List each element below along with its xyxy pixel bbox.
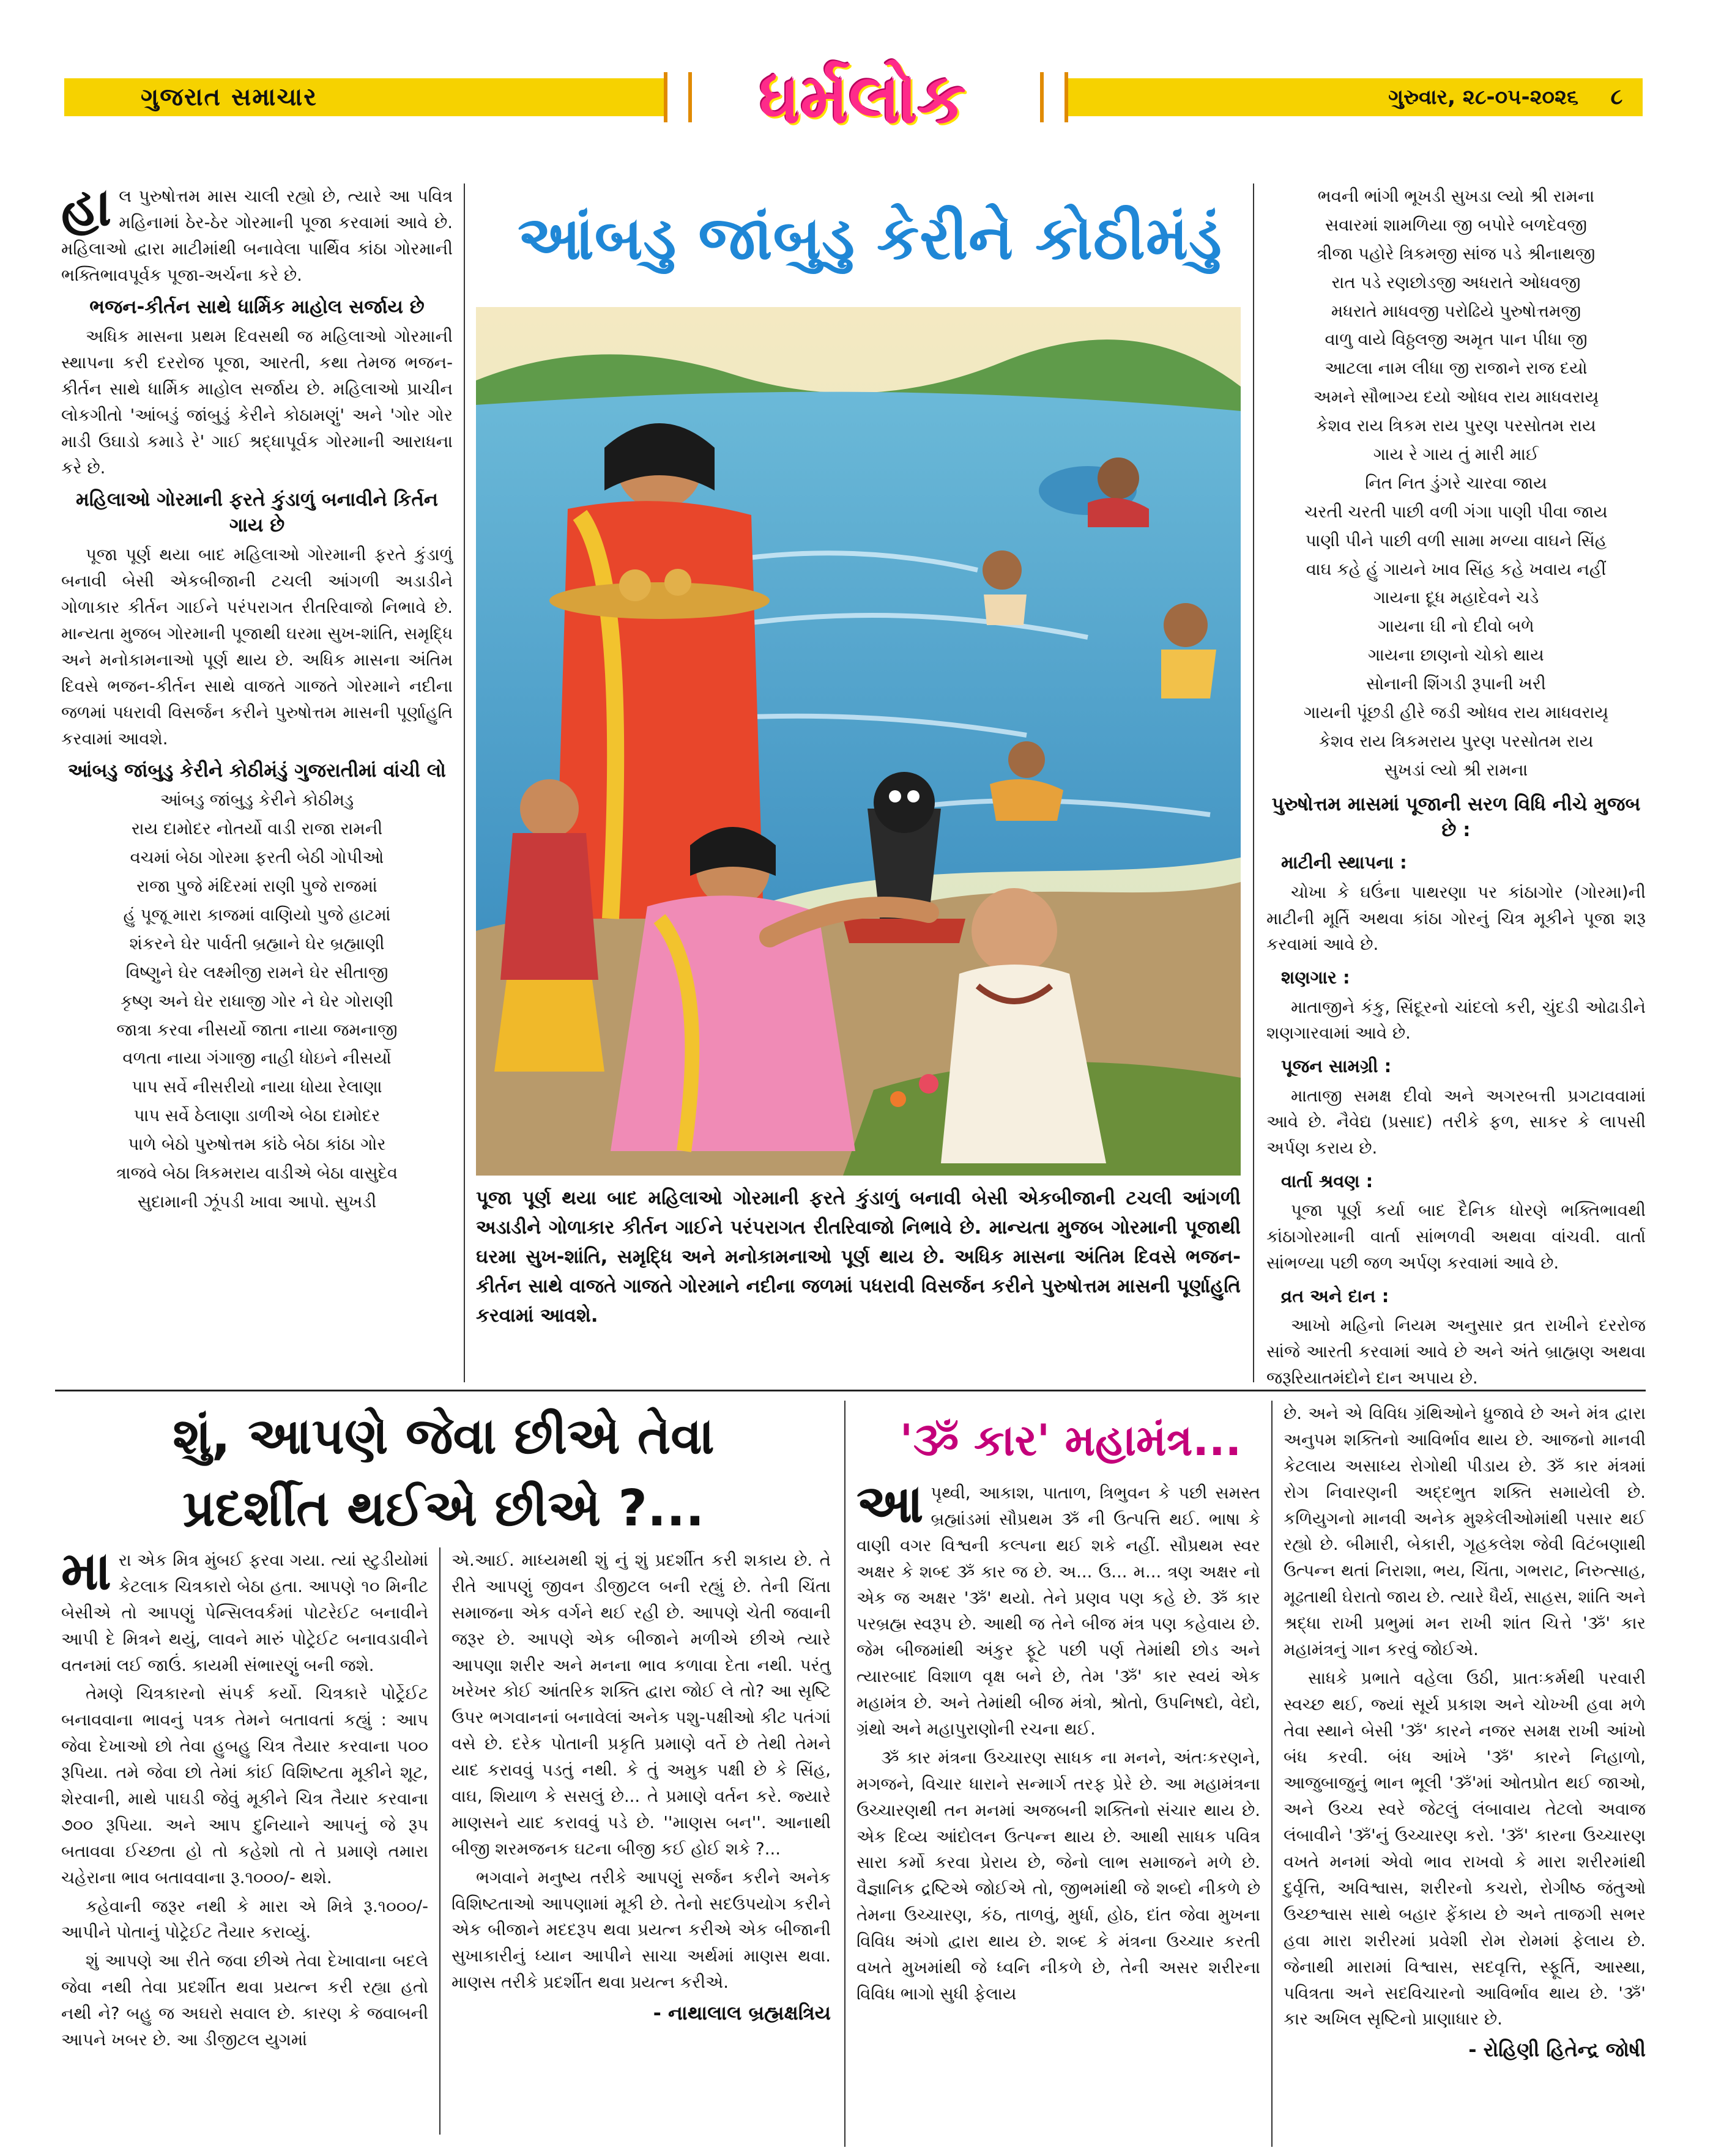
article2-para-6: ભગવાને મનુષ્ય તરીકે આપણું સર્જન કરીને અનેક વિશિષ્ટતાઓ આપણામાં મૂકી છે. તેનો સદઉપયોગ કરીને એક બીજાને મદદરૂપ થવા પ્રયત્ન કરીએ એક બીજાની સુખાકારીનું ધ્યાન આપીને સાચા અર્થમાં માણસ થવા. માણસ તરીકે પ્રદર્શીત થવા પ્રયત્ન કરીએ. — [451, 1867, 831, 1993]
article3-column-1 — [856, 1473, 1260, 2147]
verse-line: સોનાની શિંગડી રૂપાની ખરી — [1366, 674, 1546, 694]
verses-left — [61, 787, 453, 1215]
illustration-caption: પૂજા પૂર્ણ થયા બાદ મહિલાઓ ગોરમાની ફરતે કુંડાળું બનાવી બેસી એકબીજાની ટચલી આંગળી અડાડીને ગોળાકાર કીર્તન ગાઈને પરંપરાગત રીતરિવાજો નિભાવે છે. માન્યતા મુજબ ગોરમાની પૂજાથી ઘરમા સુખ-શાંતિ, સમૃદ્ધિ અને મનોકામનાઓ પૂર્ણ થાય છે. અધિક માસના અંતિમ દિવસે ભજન-કીર્તન સાથે વાજતે ગાજતે ગોરમાને નદીના જળમાં પધરાવી વિસર્જન કરીને પુરુષોત્તમ માસની પૂર્ણાહુતિ કરવામાં આવશે. — [476, 1187, 1241, 1327]
article3-para-1 — [856, 1473, 1260, 1743]
article2-column-1 — [61, 1541, 428, 2147]
verse-line: જાત્રા કરવા નીસર્યો જાતા નાયા જમનાજી — [116, 1020, 398, 1040]
column-rule — [464, 183, 465, 1382]
article3-headline: 'ૐ કાર' મહામંત્ર... — [899, 1415, 1242, 1465]
verse-line: ભવની ભાંગી ભૂખડી સુખડા લ્યો શ્રી રામના — [1317, 187, 1595, 206]
article2-headline-line1: શું, આપણે જેવા છીએ તેવા — [173, 1407, 715, 1465]
verse-line: પાપ સર્વે નીસરીયો નાયા ધોયા રેલાણા — [132, 1077, 382, 1097]
article1-subhead-1: ભજન-કીર્તન સાથે ધાર્મિક માહોલ સર્જાય છે — [89, 295, 425, 318]
verse-line: પાણી પીને પાછી વળી સામા મળ્યા વાઘને સિંહ — [1305, 530, 1607, 550]
verse-line: નિત નિત ડુંગરે ચારવા જાય — [1365, 473, 1547, 493]
masthead-ornament-right — [1040, 72, 1068, 122]
page-number: ૮ — [1610, 84, 1623, 109]
article1-lead-text: લ પુરુષોત્તમ માસ ચાલી રહ્યો છે, ત્યારે આ પવિત્ર મહિનામાં ઠેર-ઠેર ગોરમાની પૂજા કરવામાં આવે છે. મહિલાઓ દ્વારા માટીમાંથી બનાવેલા પાર્થિવ કાંઠા ગોરમાની ભક્તિભાવપૂર્વક પૂજા-અર્ચના કરે છે. — [61, 187, 453, 285]
step-text: આખો મહિનો નિયમ અનુસાર વ્રત રાખીને દરરોજ સાંજે આરતી કરવામાં આવે છે અને અંતે બ્રાહ્મણ અથવા જરૂરિયાતમંદોને દાન અપાય છે. — [1266, 1316, 1646, 1388]
verse-line: વચમાં બેઠા ગોરમા ફરતી બેઠી ગોપીઓ — [130, 848, 384, 868]
article3-column-2 — [1284, 1401, 1646, 2147]
column-rule — [439, 1547, 440, 2135]
verse-line: રાય દામોદર નોતર્યો વાડી રાજા રામની — [131, 819, 383, 839]
masthead-ornament-left — [664, 72, 692, 122]
puja-steps — [1266, 849, 1646, 1391]
section-logo: ધર્મલોક — [759, 59, 967, 139]
article1-para-1: અધિક માસના પ્રથમ દિવસથી જ મહિલાઓ ગોરમાની સ્થાપના કરી દરરોજ પૂજા, આરતી, કથા તેમજ ભજન-કીર્તન સાથે ધાર્મિક માહોલ સર્જાય છે. મહિલાઓ પ્રાચીન લોકગીતો 'આંબડું જાંબુડું કેરીને કોઠામણું' અને 'ગોર ગોર માડી ઉઘાડો કમાડે રે' ગાઈ શ્રદ્ધાપૂર્વક ગોરમાની આરાધના કરે છે. — [61, 327, 453, 478]
verse-line: મધરાતે માધવજી પરોઢિયે પુરુષોત્તમજી — [1331, 301, 1581, 321]
verse-line: સુદામાની ઝૂંપડી ખાવા આપો. સુખડી — [137, 1191, 377, 1212]
verse-line: અમને સૌભાગ્ય દયો ઓધવ રાય માધવરાયૃ — [1313, 387, 1599, 407]
dateline: ગુરુવાર, ૨૮-૦૫-૨૦૨૬ — [1388, 85, 1578, 109]
article1-para-2: પૂજા પૂર્ણ થયા બાદ મહિલાઓ ગોરમાની ફરતે કુંડાળું બનાવી બેસી એકબીજાની ટચલી આંગળી અડાડીને ગોળાકાર કીર્તન ગાઈને પરંપરાગત રીતરિવાજો નિભાવે છે. માન્યતા મુજબ ગોરમાની પૂજાથી ઘરમા સુખ-શાંતિ, સમૃદ્ધિ અને મનોકામનાઓ પૂર્ણ થાય છે. અધિક માસના અંતિમ દિવસે ભજન-કીર્તન સાથે વાજતે ગાજતે ગોરમાને નદીના જળમાં પધરાવી વિસર્જન કરીને પુરુષોત્તમ માસની પૂર્ણાહુતિ કરવામાં આવશે. — [61, 545, 453, 749]
article2-para-5: એ.આઈ. માધ્યમથી શું નું શું પ્રદર્શીત કરી શકાય છે. તે રીતે આપણું જીવન ડીજીટલ બની રહ્યું છે. તેની ચિંતા સમાજના એક વર્ગને થઈ રહી છે. આપણે ચેતી જવાની જરૂર છે. આપણે એક બીજાને મળીએ છીએ ત્યારે આપણા શરીર અને મનના ભાવ કળાવા દેતા નથી. પરંતુ ખરેખર કોઈ આંતરિક શક્તિ દ્વારા જોઈ લે તો? આ સૃષ્ટિ ઉપર ભગવાનનાં બનાવેલાં અનેક પશુ-પક્ષીઓ કીટ પતંગાં વસે છે. દરેક પોતાની પ્રકૃતિ પ્રમાણે વર્તે છે તેથી તેમને યાદ કરાવવું પડતું નથી. કે તું અમુક પક્ષી છે કે સિંહ, વાઘ, શિયાળ કે સસલું છે... તે પ્રમાણે વર્તન કરે. જ્યારે માણસને યાદ કરાવવું પડે છે. ''માણસ બન''. આનાથી બીજી શરમજનક ઘટના બીજી કઈ હોઈ શકે ?... — [451, 1550, 831, 1859]
verse-line: કેશવ રાય ત્રિકમરાય પુરણ પરસોતમ રાય — [1318, 731, 1594, 751]
article1-left-column — [61, 177, 453, 1382]
verse-line: હું પૂજૂ મારા કાજમાં વાણિયો પુજે હાટમાં — [123, 905, 391, 925]
article2-para-2: તેમણે ચિત્રકારનો સંપર્ક કર્યો. ચિત્રકારે પોર્ટ્રેઈટ બનાવવાના ભાવનું પત્રક તેમને બતાવતાં કહ્યું : આપ જેવા દેખાઓ છો તેવા હુબહુ ચિત્ર તૈયાર કરવાના ૫૦૦ રૂપિયા. તમે જેવા છો તેમાં કાંઈ વિશિષ્ટતા મૂકીને શૂટ, શેરવાની, માથે પાઘડી જેવું મૂકીને ચિત્ર તૈયાર કરવાના ૭૦૦ રૂપિયા. અને આપ દુનિયાને આપનું જે રૂપ બતાવવા ઈચ્છતા હો તો કહેશો તો તે પ્રમાણે તમારા ચહેરાના ભાવ બતાવવાના રૂ.૧૦૦૦/- થશે. — [61, 1684, 428, 1887]
verse-line: ચરતી ચરતી પાછી વળી ગંગા પાણી પીવા જાય — [1304, 502, 1608, 522]
step-text: ચોખા કે ઘઉંના પાથરણા પર કાંઠાગોર (ગોરમા)ની માટીની મૂર્તિ અથવા કાંઠા ગોરનું ચિત્ર મૂકીને પૂજા શરૂ કરવામાં આવે છે. — [1266, 882, 1646, 955]
paper-name: ગુજરાત સમાચાર — [141, 83, 318, 111]
article2-para-3: કહેવાની જરૂર નથી કે મારા એ મિત્રે રૂ.૧૦૦૦/- આપીને પોતાનું પોટ્રેઈટ તૈયાર કરાવ્યું. — [61, 1896, 428, 1943]
verse-line: પાળે બેઠો પુરુષોત્તમ કાંઠે બેઠા કાંઠા ગોર — [128, 1135, 386, 1155]
article2-column-2 — [451, 1547, 831, 2147]
verse-line: વાઘ કહે હું ગાયને ખાવ સિંહ કહે ખવાય નહીં — [1306, 559, 1607, 579]
article2-headline — [55, 1401, 832, 1545]
step-title: માટીની સ્થાપના : — [1281, 852, 1407, 873]
article1-dropcap: હા — [61, 177, 112, 238]
article2-dropcap: મા — [61, 1541, 111, 1602]
article3-para-3: છે. અને એ વિવિધ ગ્રંથિઓને ધ્રુજાવે છે અને મંત્ર દ્વારા અનુપમ શક્તિનો આવિર્ભાવ થાય છે. આજનો માનવી કેટલાય અસાધ્ય રોગોથી પીડાય છે. ૐ કાર મંત્રમાં રોગ નિવારણની અદ્દભુત શક્તિ સમાયેલી છે. કળિયુગનો માનવી અનેક મુશ્કેલીઓમાંથી પસાર થઈ રહ્યો છે. બીમારી, બેકારી, ગૃહકલેશ જેવી વિટંબણાથી ઉત્પન્ન થતાં નિરાશા, ભય, ચિંતા, ગભરાટ, નિરુત્સાહ, મૂઢતાથી ઘેરાતો જાય છે. ત્યારે ધૈર્ય, સાહસ, શાંતિ અને શ્રદ્ધા રાખી પ્રભુમાં મન રાખી શાંત ચિત્તે 'ૐ' કાર મહામંત્રનું ગાન કરવું જોઈએ. — [1284, 1404, 1646, 1660]
step-title: વ્રત અને દાન : — [1281, 1286, 1389, 1307]
article1-lead — [61, 177, 453, 289]
verse-line: શંકરને ઘેર પાર્વતી બ્રહ્માને ઘેર બ્રહ્માણી — [129, 933, 385, 954]
verse-line: રાજા પુજે મંદિરમાં રાણી પુજે રાજમાં — [136, 876, 377, 897]
verse-line: સુખડાં લ્યો શ્રી રામના — [1384, 760, 1528, 780]
step-text: માતાજી સમક્ષ દીવો અને અગરબત્તી પ્રગટાવવામાં આવે છે. નૈવેદ્ય (પ્રસાદ) તરીકે ફળ, સાકર કે લાપસી અર્પણ કરાય છે. — [1266, 1086, 1646, 1158]
article3-dropcap: આ — [856, 1473, 924, 1535]
verse-line: ગાયના છાણનો ચોકો થાય — [1368, 645, 1544, 665]
article3-byline: - રોહિણી હિતેન્દ્ર જોષી — [1468, 2038, 1646, 2062]
article1-subhead-4: પુરુષોત્તમ માસમાં પૂજાની સરળ વિધિ નીચે મુજબ છે : — [1271, 793, 1641, 841]
verse-line: આંબડુ જાંબુડુ કેરીને કોઠીમડુ — [160, 790, 354, 810]
verse-line: વળતા નાયા ગંગાજી નાહી ધોઇને નીસર્યો — [122, 1048, 392, 1069]
verse-line: પાપ સર્વે ઠેલાણા ડાળીએ બેઠા દામોદર — [133, 1106, 381, 1126]
article1-subhead-2: મહિલાઓ ગોરમાની ફરતે કુંડાળું બનાવીને કિર્તન ગાય છે — [76, 488, 438, 536]
verse-line: વાળુ વાયે વિઠ્ઠલજી અમૃત પાન પીધા જી — [1325, 330, 1588, 350]
article2-para-1-text: રા એક મિત્ર મુંબઈ ફરવા ગયા. ત્યાં સ્ટુડીયોમાં કેટલાક ચિત્રકારો બેઠા હતા. આપણે ૧૦ મિનીટ બેસીએ તો આપણું પેન્સિલવર્કમાં પોટરેઈટ બનાવીને આપી દે મિત્રને થયું, લાવને મારું પોટ્રેઈટ બનાવડાવીને વતનમાં લઈ જાઉં. કાયમી સંભારણું બની જશે. — [61, 1550, 428, 1675]
verse-line: આટલા નામ લીધા જી રાજાને રાજ દયો — [1325, 358, 1588, 379]
article3-para-4: સાધકે પ્રભાતે વહેલા ઉઠી, પ્રાતઃકર્મથી પરવારી સ્વચ્છ થઈ, જ્યાં સૂર્ય પ્રકાશ અને ચોખ્ખી હવા મળે તેવા સ્થાને બેસી 'ૐ' કારને નજર સમક્ષ રાખી આંખો બંધ કરવી. બંધ આંખે 'ૐ' કારને નિહાળો, આજુબાજુનું ભાન ભૂલી 'ૐ'માં ઓતપ્રોત થઈ જાઓ, અને ઉચ્ચ સ્વરે જેટલું લંબાવાય તેટલો અવાજ લંબાવીને 'ૐ'નું ઉચ્ચારણ કરો. 'ૐ' કારના ઉચ્ચારણ વખતે મનમાં એવો ભાવ રાખવો કે મારા શરીરમાંથી દુર્વૃત્તિ, અવિશ્વાસ, શરીરનો કચરો, રોગીષ્ઠ જંતુઓ ઉચ્છશ્વાસ સાથે બહાર ફેંકાય છે અને તાજગી સભર હવા મારા શરીરમાં પ્રવેશી રોમ રોમમાં ફેલાય છે. જેનાથી મારામાં વિશ્વાસ, સદવૃત્તિ, સ્ફૂર્તિ, આસ્થા, પવિત્રતા અને સદવિચારનો આવિર્ભાવ થાય છે. 'ૐ' કાર અખિલ સૃષ્ટિનો પ્રાણાધાર છે. — [1284, 1668, 1646, 2029]
illustration-gormata-puja — [476, 307, 1241, 1176]
article2-headline-line2: પ્રદર્શીત થઈએ છીએ ?... — [182, 1480, 705, 1538]
article2-para-1 — [61, 1541, 428, 1678]
verse-line: ગાયની પૂંછડી હીરે જડી ઓધવ રાય માધવરાયૃ — [1303, 703, 1609, 723]
article1-subhead-3: આંબડુ જાંબુડુ કેરીને કોઠીમંડું ગુજરાતીમાં વાંચી લો — [68, 759, 446, 782]
column-rule — [844, 1401, 845, 2147]
verse-line: કૃષ્ણ અને ઘેર રાધાજી ગોર ને ઘેર ગોરાણી — [121, 991, 393, 1011]
article1-headline: આંબડુ જાંબુડુ કેરીને કોઠીમંડું — [518, 204, 1222, 273]
step-title: શણગાર : — [1281, 967, 1350, 988]
verse-line: ગાયના દૂધ મહાદેવને ચડે — [1373, 588, 1539, 608]
verses-right — [1266, 183, 1646, 783]
step-title: પૂજન સામગ્રી : — [1281, 1056, 1392, 1077]
section-separator — [55, 1390, 1646, 1391]
column-rule — [1253, 183, 1254, 1382]
step-text: માતાજીને કંકુ, સિંદૂરનો ચાંદલો કરી, ચુંદડી ઓઢાડીને શણગારવામાં આવે છે. — [1266, 997, 1646, 1043]
verse-line: રાત પડે રણછોડજી અધરાતે ઓધવજી — [1331, 272, 1581, 292]
article3-para-1-text: પૃથ્વી, આકાશ, પાતાળ, ત્રિભુવન કે પછી સમસ્ત બ્રહ્માંડમાં સૌપ્રથમ ૐ ની ઉત્પત્તિ થઈ. ભાષા કે વાણી વગર વિશ્વની કલ્પના થઈ શકે નહીં. સૌપ્રથમ સ્વર અક્ષર કે શબ્દ ૐ કાર જ છે. અ... ઉ... મ... ત્રણ અક્ષર નો એક જ અક્ષર 'ૐ' થયો. તેને પ્રણવ પણ કહે છે. ૐ કાર પરબ્રહ્મ સ્વરૂપ છે. આથી જ તેને બીજ મંત્ર પણ કહેવાય છે. જેમ બીજમાંથી અંકુર ફૂટે પછી પર્ણ તેમાંથી છોડ અને ત્યારબાદ વિશાળ વૃક્ષ બને છે, તેમ 'ૐ' કાર સ્વયં એક મહામંત્ર છે. અને તેમાંથી બીજ મંત્રો, શ્રોતો, ઉપનિષદો, વેદો, ગ્રંથો અને મહાપુરાણોની રચના થઈ. — [856, 1483, 1260, 1739]
verse-line: સવારમાં શામળિયા જી બપોરે બળદેવજી — [1325, 215, 1588, 235]
article2-byline: - નાથાલાલ બ્રહ્મક્ષત્રિય — [653, 2001, 831, 2025]
verse-line: ત્રાજવે બેઠા ત્રિકમરાય વાડીએ બેઠા વાસુદેવ — [116, 1163, 398, 1183]
verse-line: ત્રીજા પહોરે ત્રિકમજી સાંજ પડે શ્રીનાથજી — [1317, 243, 1596, 264]
column-rule — [1271, 1401, 1273, 2147]
article1-right-column — [1266, 183, 1646, 1388]
verse-line: ગાય રે ગાય તું મારી માઈ — [1373, 445, 1539, 465]
step-text: પૂજા પૂર્ણ કર્યા બાદ દૈનિક ધોરણે ભક્તિભાવથી કાંઠાગોરમાની વાર્તા સાંભળવી અથવા વાંચવી. વાર્તા સાંભળ્યા પછી જળ અર્પણ કરવામાં આવે છે. — [1266, 1201, 1646, 1273]
verse-line: વિષ્ણુને ઘેર લક્ષ્મીજી રામને ઘેર સીતાજી — [125, 962, 388, 982]
verse-line: ગાયના ઘી નો દીવો બળે — [1378, 617, 1534, 637]
verse-line: કેશવ રાય ત્રિકમ રાય પુરણ પરસોતમ રાય — [1316, 416, 1596, 436]
step-title: વાર્તા શ્રવણ : — [1281, 1171, 1373, 1192]
article3-para-2: ૐ કાર મંત્રના ઉચ્ચારણ સાધક ના મનને, અંતઃકરણને, મગજને, વિચાર ધારાને સન્માર્ગ તરફ પ્રેરે છે. આ મહામંત્રના ઉચ્ચારણથી તન મનમાં અજબની શક્તિનો સંચાર થાય છે. એક દિવ્ય આંદોલન ઉત્પન્ન થાય છે. આથી સાધક પવિત્ર સારા કર્મો કરવા પ્રેરાય છે, જેનો લાભ સમાજને મળે છે. વૈજ્ઞાનિક દ્રષ્ટિએ જોઈએ તો, જીભમાંથી જે શબ્દો નીકળે છે તેમના ઉચ્ચારણ, કંઠ, તાળવું, મુર્ધા, હોઠ, દાંત જેવા મુખના વિવિધ અંગો દ્વારા થાય છે. શબ્દ કે મંત્રના ઉચ્ચાર કરતી વખતે મુખમાંથી જે ધ્વનિ નીકળે છે, તેની અસર શરીરના વિવિધ ભાગો સુધી ફેલાય — [856, 1747, 1260, 2004]
article2-para-4: શું આપણે આ રીતે જવા છીએ તેવા દેખાવાના બદલે જેવા નથી તેવા પ્રદર્શીત થવા પ્રયત્ન કરી રહ્યા હતો નથી ને? બહુ જ અઘરો સવાલ છે. કારણ કે જવાબની આપને ખબર છે. આ ડીજીટલ યુગમાં — [61, 1951, 428, 2050]
